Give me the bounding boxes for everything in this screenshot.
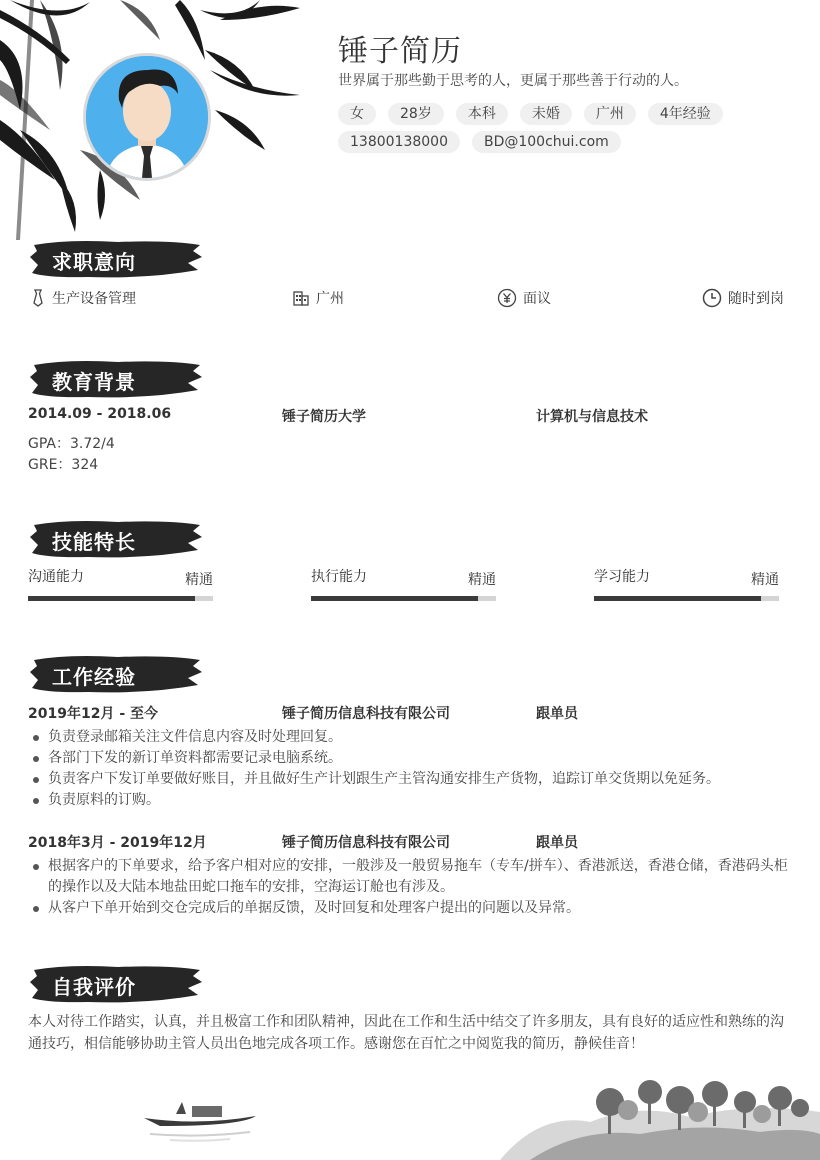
phone-tag: 13800138000 <box>338 131 460 153</box>
degree-tag: 本科 <box>456 103 508 125</box>
job-2-duties <box>28 856 790 919</box>
duty-item: 从客户下单开始到交仓完成后的单据反馈，及时回复和处理客户提出的问题以及异常。 <box>28 898 790 919</box>
section-title-skills <box>28 517 204 561</box>
section-title-text: 工作经验 <box>52 665 136 689</box>
skill-bar <box>28 596 213 601</box>
education-gpa: GPA：3.72/4 <box>28 436 115 452</box>
section-title-work <box>28 652 204 696</box>
skill-bar <box>311 596 496 601</box>
duty-item: 负责客户下发订单要做好账目，并且做好生产计划跟生产主管沟通安排生产货物，追踪订单交货期以免延务。 <box>28 769 790 790</box>
building-icon <box>292 289 310 307</box>
section-title-text: 教育背景 <box>52 370 136 394</box>
job-period: 2019年12月 - 至今 <box>28 706 159 722</box>
job-role: 跟单员 <box>536 706 578 722</box>
city-tag: 广州 <box>584 103 636 125</box>
duty-item: 负责原料的订购。 <box>28 790 790 811</box>
age-tag: 28岁 <box>388 103 444 125</box>
intent-salary <box>497 288 551 308</box>
skill-name: 沟通能力 <box>28 569 84 585</box>
skill-bar-fill <box>28 596 195 601</box>
tie-icon <box>30 289 46 307</box>
skill-bar-fill <box>594 596 761 601</box>
section-title-text: 技能特长 <box>52 530 136 554</box>
skill-bar <box>594 596 779 601</box>
education-period: 2014.09 - 2018.06 <box>28 406 172 422</box>
duty-item: 各部门下发的新订单资料都需要记录电脑系统。 <box>28 748 790 769</box>
intent-position-text: 生产设备管理 <box>52 291 136 307</box>
job-role: 跟单员 <box>536 835 578 851</box>
section-title-self <box>28 962 204 1006</box>
intent-salary-text: 面议 <box>523 291 551 307</box>
job-1-duties <box>28 727 790 811</box>
job-company: 锤子简历信息科技有限公司 <box>282 835 450 851</box>
marital-tag: 未婚 <box>520 103 572 125</box>
gender-tag: 女 <box>338 103 376 125</box>
skill-level: 精通 <box>751 572 779 588</box>
section-title-text: 自我评价 <box>52 975 136 999</box>
education-major: 计算机与信息技术 <box>536 409 648 425</box>
motto: 世界属于那些勤于思考的人，更属于那些善于行动的人。 <box>338 73 688 89</box>
email-tag: BD@100chui.com <box>472 131 621 153</box>
job-company: 锤子简历信息科技有限公司 <box>282 706 450 722</box>
clock-icon <box>702 288 722 308</box>
skill-level: 精通 <box>468 572 496 588</box>
section-title-intent <box>28 237 204 281</box>
intent-availability-text: 随时到岗 <box>728 291 784 307</box>
yuan-icon <box>497 288 517 308</box>
intent-position <box>30 288 136 308</box>
experience-tag: 4年经验 <box>648 103 723 125</box>
boat-decoration <box>140 1096 260 1146</box>
section-title-text: 求职意向 <box>52 250 136 274</box>
avatar-figure <box>86 56 208 178</box>
skill-name: 学习能力 <box>594 569 650 585</box>
intent-city <box>292 288 344 308</box>
job-period: 2018年3月 - 2019年12月 <box>28 835 207 851</box>
landscape-decoration <box>500 1072 820 1160</box>
info-tags <box>338 103 778 153</box>
avatar <box>83 53 211 181</box>
duty-item: 负责登录邮箱关注文件信息内容及时处理回复。 <box>28 727 790 748</box>
intent-city-text: 广州 <box>316 291 344 307</box>
duty-item: 根据客户的下单要求，给予客户相对应的安排，一般涉及一般贸易拖车（专车/拼车）、香港派送，香港仓储，香港码头柜的操作以及大陆本地盐田蛇口拖车的安排，空海运订舱也有涉及。 <box>28 856 790 898</box>
education-gre: GRE：324 <box>28 457 99 473</box>
self-evaluation-text: 本人对待工作踏实，认真，并且极富工作和团队精神，因此在工作和生活中结交了许多朋友，具有良好的适应性和熟练的沟通技巧，相信能够协助主管人员出色地完成各项工作。感谢您在百忙之中阅览我的简历，静候佳音！ <box>28 1014 784 1052</box>
skill-bar-fill <box>311 596 478 601</box>
job-intent-row <box>30 288 790 310</box>
intent-availability <box>702 288 784 308</box>
skill-level: 精通 <box>185 572 213 588</box>
section-title-education <box>28 357 204 401</box>
skill-name: 执行能力 <box>311 569 367 585</box>
resume-name: 锤子简历 <box>338 34 462 69</box>
education-school: 锤子简历大学 <box>282 409 366 425</box>
